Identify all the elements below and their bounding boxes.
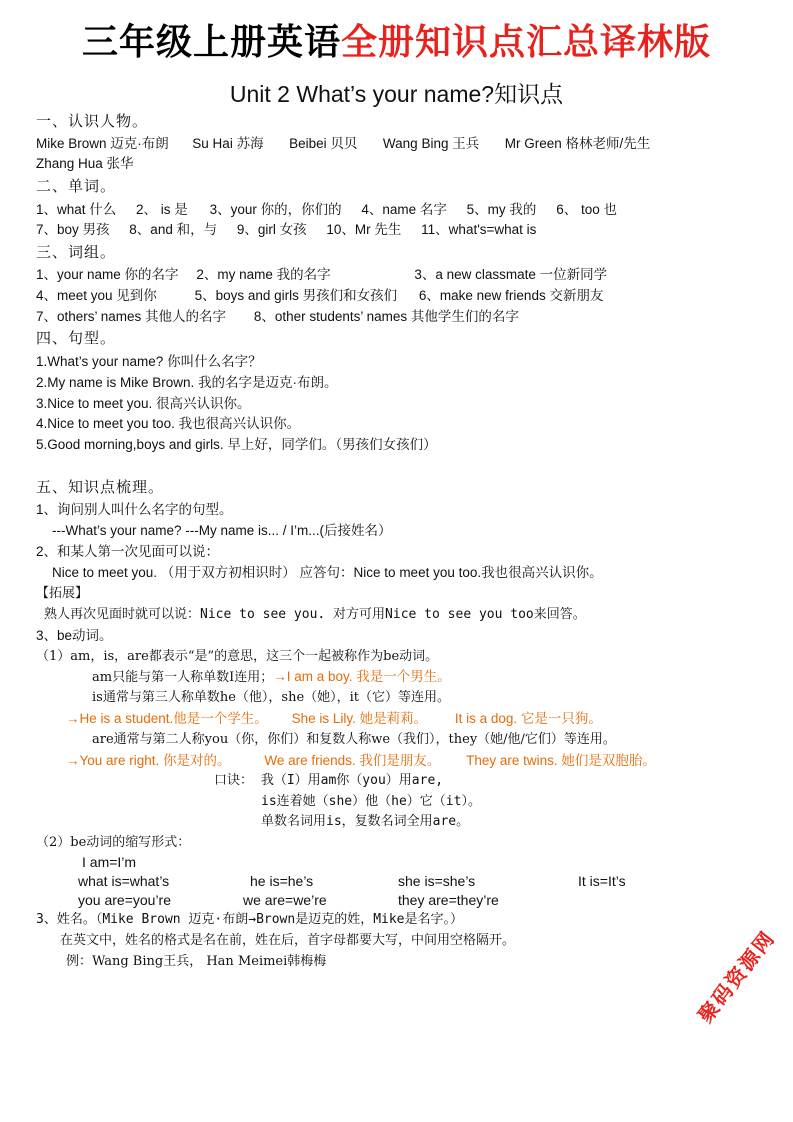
watermark-logo: 聚码资源网 [693,925,780,1028]
phrases-row-1 [36,266,607,284]
names-rule: 在英文中，姓名的格式是名在前，姓在后，首字母都要大写，中间用空格隔开。 [60,933,516,948]
phrase-item: 1、your name 你的名字 [36,267,179,282]
person-wangbing: Wang Bing 王兵 [382,136,480,151]
sentence-line: 3.Nice to meet you. 很高兴认识你。 [36,396,251,411]
point-2-example: Nice to meet you. （用于双方初相识时） 应答句：Nice to meet you too.我也很高兴认识你。 [52,565,603,580]
point-1-example: ---What’s your name? ---My name is... / I’m...(后接姓名） [52,523,392,538]
section4-heading: 四、句型。 [36,329,117,347]
example-sentence: It is a dog. 它是一只狗。 [454,711,602,726]
person-beibei: Beibei 贝贝 [289,136,358,151]
title-black-part: 三年级上册英语 [81,22,341,63]
contractions-row-2 [78,891,499,909]
word-item: 7、boy 男孩 [36,222,110,237]
contraction: he is=he’s [250,873,314,889]
contraction: what is=what’s [78,873,170,889]
section1-heading: 一、认识人物。 [36,112,149,130]
section5-heading: 五、知识点梳理。 [36,478,165,496]
person-suhai: Su Hai 苏海 [192,136,264,151]
word-item: 11、what's=what is [421,222,537,237]
contraction: we are=we’re [243,892,327,908]
example-sentence: She is Lily. 她是莉莉。 [291,711,428,726]
section2-heading: 二、单词。 [36,177,117,195]
title-red-part: 全册知识点汇总译林版 [341,22,712,63]
rhyme-line: 口诀： 我（I）用am你（you）用are, [214,773,444,788]
person-mrgreen: Mr Green 格林老师/先生 [504,136,651,151]
phrase-item: 3、a new classmate 一位新同学 [414,267,608,282]
unit-subtitle: Unit 2 What’s your name?知识点 [229,81,564,107]
am-example: →I am a boy. 我是一个男生。 [273,669,451,684]
contraction: they are=they’re [398,892,499,908]
contractions-row-1 [78,872,626,890]
rhyme-line: 单数名词用is，复数名词全用are。 [261,814,470,829]
contraction: she is=she’s [398,873,476,889]
phrases-row-2 [36,287,603,305]
words-row-1 [36,201,617,219]
word-item: 5、my 我的 [466,202,537,217]
contraction: you are=you’re [78,892,172,908]
point-3: 3、be动词。 [36,628,113,643]
page-title [0,14,793,65]
point-1: 1、询问别人叫什么名字的句型。 [36,502,233,517]
sentence-line: 2.My name is Mike Brown. 我的名字是迈克·布朗。 [36,375,338,390]
word-item: 1、what 什么 [36,202,117,217]
phrase-item: 7、others’ names 其他人的名字 [36,309,227,324]
phrase-item: 8、other students’ names 其他学生们的名字 [253,309,519,324]
example-sentence: We are friends. 我们是朋友。 [264,753,441,768]
sentence-line: 1.What’s your name? 你叫什么名字？ [36,354,262,369]
example-sentence: →You are right. 你是对的。 [66,753,231,768]
phrase-item: 2、my name 我的名字 [196,267,331,282]
sentence-line: 4.Nice to meet you too. 我也很高兴认识你。 [36,416,301,431]
example-sentence: They are twins. 她们是双胞胎。 [466,753,656,768]
word-item: 6、 too 也 [556,202,617,217]
word-item: 10、Mr 先生 [326,222,402,237]
person-mike: Mike Brown 迈克·布朗 [36,136,169,151]
word-item: 3、your 你的，你们的 [209,202,342,217]
names-example: 例：Wang Bing王兵， Han Meimei韩梅梅 [66,954,327,969]
point-names: 3、姓名。（Mike Brown 迈克·布朗→Brown是迈克的姓，Mike是名字。） [36,912,464,927]
be-verb-intro: （1）am，is，are都表示“是”的意思，这三个一起被称作为be动词。 [36,649,439,664]
word-item: 2、 is 是 [136,202,188,217]
is-examples [66,710,602,728]
point-2: 2、和某人第一次见面可以说： [36,544,220,559]
phrase-item: 4、meet you 见到你 [36,288,157,303]
expand-text: 熟人再次见面时就可以说：Nice to see you. 对方可用Nice to see you too来回答。 [44,607,586,622]
expand-label: 【拓展】 [36,586,89,601]
is-rule: is通常与第三人称单数he（他），she（她），it（它）等连用。 [92,690,451,705]
example-sentence: →He is a student.他是一个学生。 [66,711,268,726]
phrase-item: 5、boys and girls 男孩们和女孩们 [194,288,398,303]
word-item: 9、girl 女孩 [236,222,307,237]
are-examples [66,752,656,770]
are-rule: are通常与第二人称you（你，你们）和复数人称we（我们），they（她/他/它们）等连用。 [92,732,616,747]
section3-heading: 三、词组。 [36,243,117,261]
word-item: 4、name 名字 [361,202,447,217]
sentence-line: 5.Good morning,boys and girls. 早上好，同学们。（男孩们女孩们） [36,437,437,452]
contraction: It is=It’s [578,873,626,889]
rhyme-line: is连着她（she）他（he）它（it）。 [261,794,481,809]
words-row-2 [36,221,536,239]
person-zhanghua: Zhang Hua 张华 [36,156,134,171]
phrases-row-3 [36,308,519,326]
people-line-1 [36,135,650,153]
word-item: 8、and 和，与 [129,222,218,237]
am-rule [92,668,451,687]
be-contraction-intro: （2）be动词的缩写形式： [36,835,191,850]
contraction-i-am: I am=I’m [82,854,137,870]
phrase-item: 6、make new friends 交新朋友 [418,288,604,303]
am-rule-text: am只能与第一人称单数I连用； [92,670,274,685]
